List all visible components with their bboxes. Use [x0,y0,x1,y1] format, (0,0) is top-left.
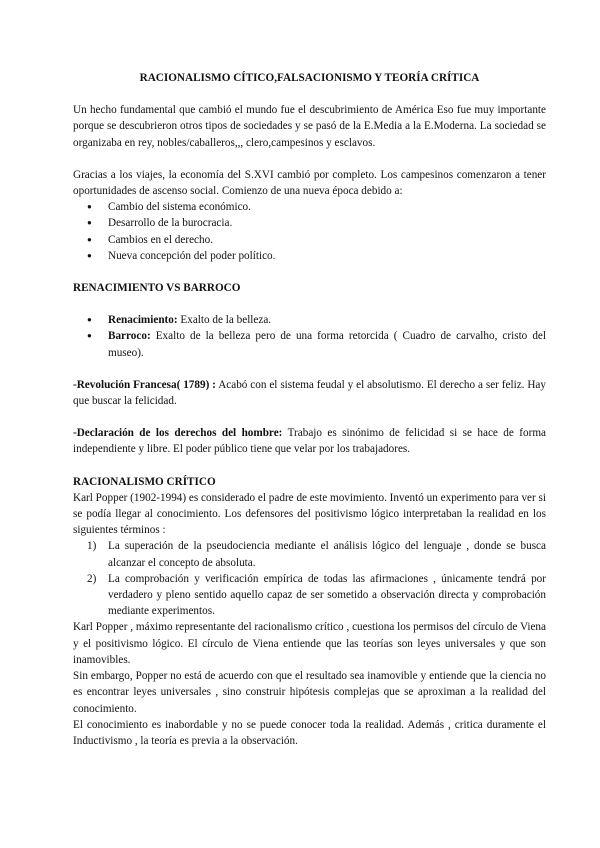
racionalismo-numbered-list [73,538,546,619]
list-item: ● Cambio del sistema económico. [73,199,546,215]
document-body [73,70,546,749]
list-item: ● Cambios en el derecho. [73,232,546,248]
racionalismo-paragraph-1: Karl Popper (1902-1994) es considerado el padre de este movimiento. Inventó un experimento para ver si se podía llegar al conocimiento. Los defensores del positivismo lógico interpretaban la realidad en los siguientes términos : [73,491,546,537]
racionalismo-paragraph-3: Sin embargo, Popper no está de acuerdo con que el resultado sea inamovible y entiende que la ciencia no es encontrar leyes universales , sino construir hipótesis complejas que se aproximan a la realidad del conocimiento. [73,670,546,715]
section-heading-renacimiento: RENACIMIENTO VS BARROCO [73,282,241,295]
document-title: RACIONALISMO CÍTICO,FALSACIONISMO Y TEORÍA CRÍTICA [139,72,480,84]
intro-paragraph-2: Gracias a los viajes, la economía del S.XVI cambió por completo. Los campesinos comenzaron a tener oportunidades de ascenso social. Comienzo de una nueva época debido a: [73,168,546,198]
term-text: Exalto de la belleza pero de una forma retorcida ( Cuadro de carvalho, cristo del museo). [108,330,546,359]
section-heading-racionalismo: RACIONALISMO CRÍTICO [73,475,216,488]
term-label: -Declaración de los derechos del hombre: [73,427,283,440]
list-text: La comprobación y verificación empírica de todas las afirmaciones , únicamente tendrá por verdadero y pleno sentido aquello capaz de ser sometido a observación directa y comprobación mediante experimentos. [108,572,546,618]
term-text: Acabó con el sistema feudal y el absolutismo. El derecho a ser feliz. Hay que buscar la felicidad. [73,378,546,408]
term-text: Trabajo es sinónimo de felicidad si se hace de forma independiente y libre. El poder público tiene que velar por los trabajadores. [73,427,546,456]
list-item [73,328,546,360]
list-number: 2) [87,572,97,585]
racionalismo-paragraph-4: El conocimiento es inabordable y no se puede conocer toda la realidad. Además , critica duramente el Inductivismo , la teoría es previa a la observación. [73,718,546,747]
list-item [73,312,546,328]
list-number: 1) [87,540,97,553]
term-label: Renacimiento: [108,314,178,327]
list-item: ● Nueva concepción del poder político. [73,248,546,264]
declaracion-paragraph [73,425,546,457]
renacimiento-list [73,312,546,361]
revolucion-paragraph [73,377,546,409]
racionalismo-paragraph-2: Karl Popper , máximo representante del racionalismo crítico , cuestiona los permisos del círculo de Viena y el positivismo lógico. El círculo de Viena entiende que las teorías son leyes universales y que son inamovibles. [73,621,546,666]
list-text: La superación de la pseudociencia mediante el análisis lógico del lenguaje , donde se busca alcanzar el concepto de absoluta. [108,540,546,569]
list-item: ● Desarrollo de la burocracia. [73,215,546,231]
list-item [73,571,546,620]
term-label: Barroco: [108,330,151,343]
term-text: Exalto de la belleza. [177,314,272,327]
term-label: -Revolución Francesa( 1789) : [73,378,216,391]
list-item [73,538,546,570]
intro-paragraph-1: Un hecho fundamental que cambió el mundo fue el descubrimiento de América Eso fue muy importante porque se descubrieron otros tipos de sociedades y se pasó de la E.Media a la E.Moderna. La sociedad se organizaba en rey, nobles/caballeros,,, clero,campesinos y esclavos. [73,104,546,149]
intro-bullet-list [73,199,546,264]
